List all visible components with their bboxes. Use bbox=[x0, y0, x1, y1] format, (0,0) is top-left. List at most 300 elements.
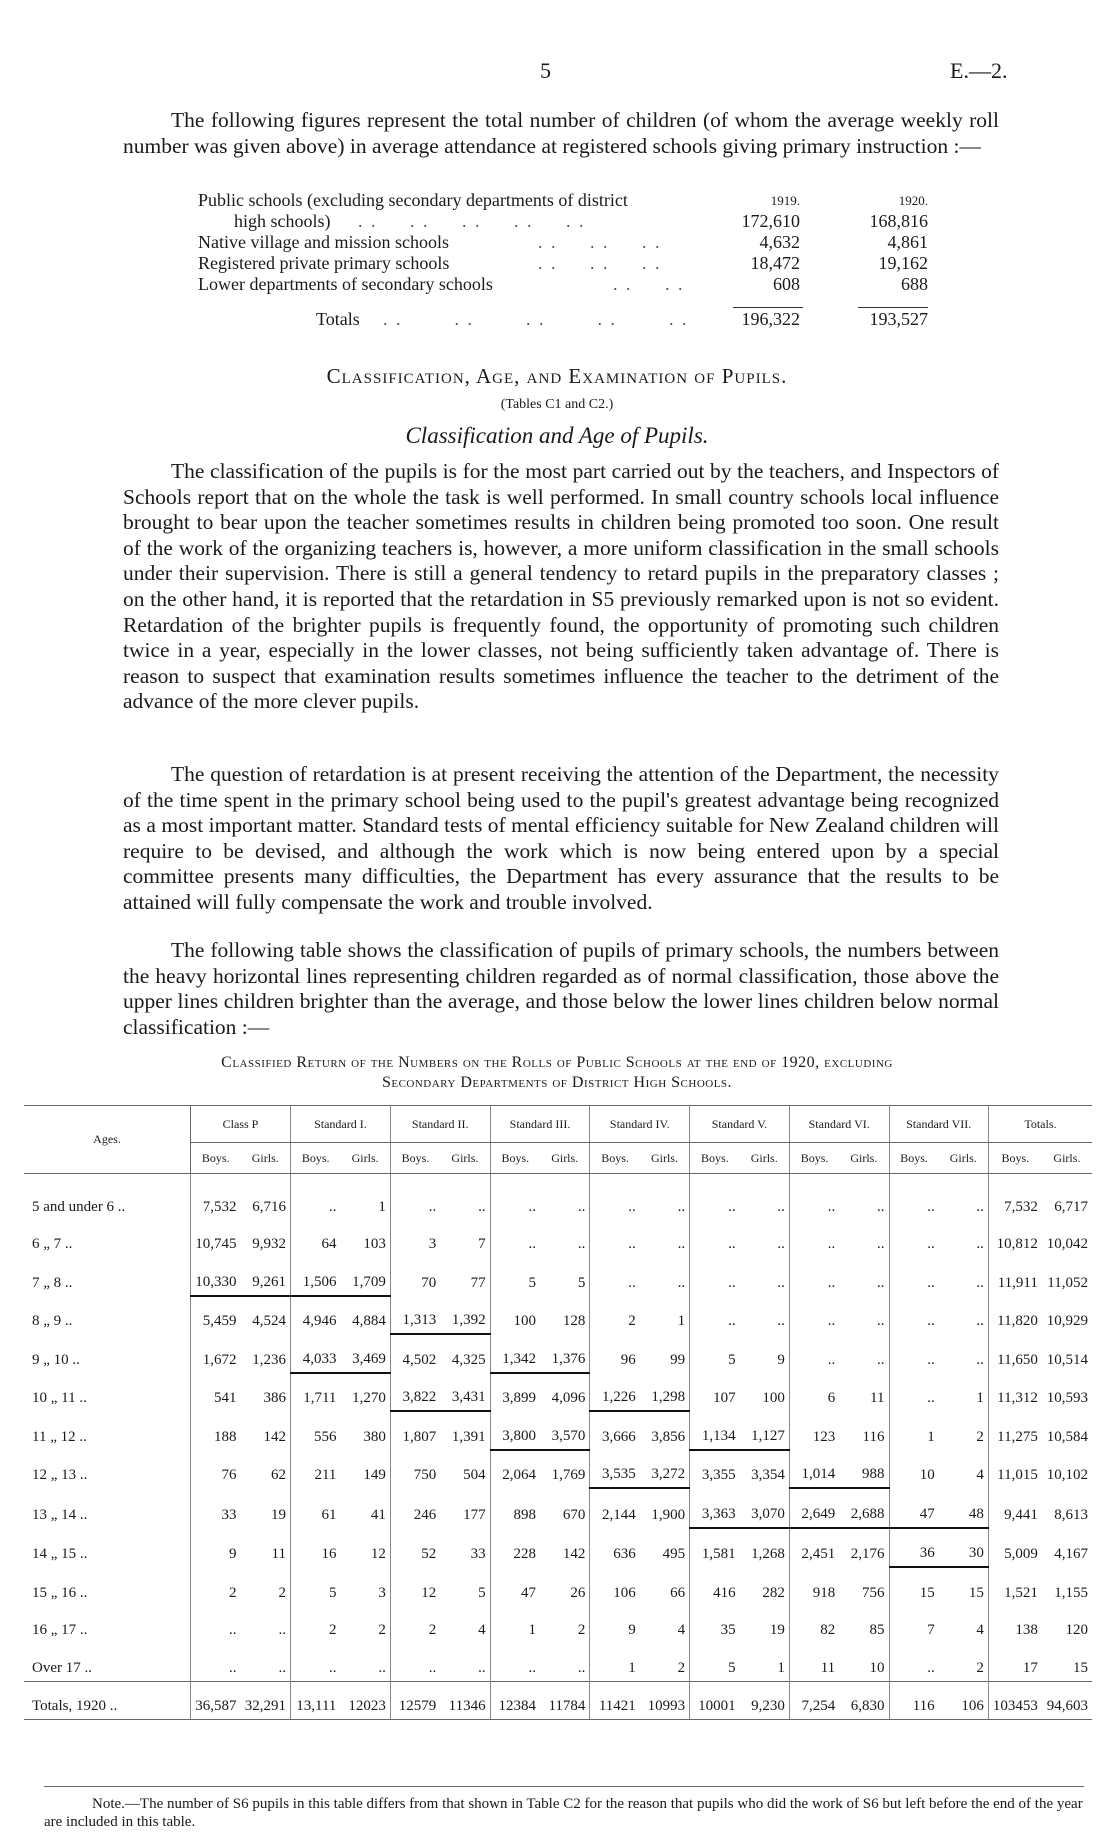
boys-cell: 138 bbox=[988, 1606, 1042, 1644]
boys-cell: 9,441 bbox=[988, 1488, 1042, 1528]
boys-cell: 5 bbox=[290, 1567, 340, 1606]
boys-cell: 1,807 bbox=[390, 1411, 440, 1450]
girls-cell: .. bbox=[877, 1274, 885, 1291]
boys-cell: 61 bbox=[290, 1488, 340, 1528]
age-cell: 10 „ 11 .. bbox=[32, 1390, 87, 1406]
boys-cell: 11,312 bbox=[988, 1373, 1042, 1412]
note-rule bbox=[44, 1786, 1084, 1787]
boys-cell: 1 bbox=[490, 1606, 540, 1644]
girls-cell: 15 bbox=[1073, 1659, 1088, 1676]
boys-cell: 9 bbox=[191, 1528, 241, 1568]
table-row bbox=[24, 1488, 1092, 1528]
boys-cell: 10,745 bbox=[191, 1220, 241, 1258]
boys-cell: 11,650 bbox=[988, 1334, 1042, 1373]
section-tables-ref: (Tables C1 and C2.) bbox=[500, 397, 614, 412]
girls-cell: 1,155 bbox=[1054, 1584, 1088, 1601]
group-header: Standard IV. bbox=[590, 1106, 690, 1143]
boys-cell: 12579 bbox=[390, 1681, 440, 1720]
ages-header: Ages. bbox=[24, 1106, 191, 1174]
girls-cell: .. bbox=[877, 1313, 885, 1329]
girls-cell: .. bbox=[976, 1198, 984, 1215]
boys-cell: 10,330 bbox=[191, 1257, 241, 1296]
girls-cell: 380 bbox=[363, 1428, 386, 1445]
boys-cell: 1,134 bbox=[690, 1411, 740, 1450]
girls-cell: 15 bbox=[968, 1584, 984, 1601]
boys-cell: .. bbox=[789, 1220, 839, 1258]
boys-cell: 5 bbox=[490, 1257, 540, 1296]
girls-cell: 495 bbox=[662, 1546, 686, 1562]
boys-cell: 246 bbox=[390, 1488, 440, 1528]
girls-cell: 2,688 bbox=[839, 1488, 889, 1528]
girls-subheader: Girls. bbox=[640, 1143, 690, 1174]
boys-cell: 47 bbox=[889, 1488, 939, 1528]
girls-cell: .. bbox=[976, 1313, 984, 1329]
boys-cell: .. bbox=[889, 1257, 939, 1296]
age-cell: 11 „ 12 .. bbox=[32, 1428, 87, 1445]
boys-cell: 7,254 bbox=[789, 1681, 839, 1720]
age-cell: 13 „ 14 .. bbox=[32, 1506, 88, 1523]
girls-cell: 386 bbox=[263, 1390, 286, 1406]
girls-cell: .. bbox=[577, 1236, 586, 1252]
girls-subheader: Girls. bbox=[440, 1143, 490, 1174]
age-cell: 15 „ 16 .. bbox=[32, 1584, 88, 1601]
girls-cell: 85 bbox=[869, 1622, 885, 1638]
girls-cell: 1,236 bbox=[252, 1351, 286, 1368]
girls-cell: 100 bbox=[762, 1390, 785, 1406]
girls-cell: 26 bbox=[570, 1584, 586, 1601]
table-row bbox=[24, 1174, 1092, 1220]
boys-cell: 7,532 bbox=[191, 1174, 241, 1220]
boys-cell: 10 bbox=[889, 1450, 939, 1489]
boys-subheader: Boys. bbox=[789, 1143, 839, 1174]
girls-cell: 11,052 bbox=[1047, 1274, 1088, 1291]
boys-cell: 52 bbox=[390, 1528, 440, 1568]
boys-cell: 3,363 bbox=[690, 1488, 740, 1528]
boys-cell: 541 bbox=[191, 1373, 241, 1412]
girls-subheader: Girls. bbox=[241, 1143, 291, 1174]
girls-cell: 4 bbox=[976, 1622, 984, 1638]
age-cell: 7 „ 8 .. bbox=[32, 1274, 73, 1291]
boys-cell: 7 bbox=[889, 1606, 939, 1644]
attendance-totals-label: Totals bbox=[316, 309, 360, 329]
boys-cell: 64 bbox=[290, 1220, 340, 1258]
table-title-line: Secondary Departments of District High Schools. bbox=[381, 1074, 733, 1091]
table-row bbox=[24, 1334, 1092, 1373]
girls-cell: 2 bbox=[278, 1584, 286, 1601]
girls-cell: 1,376 bbox=[551, 1350, 586, 1367]
boys-cell: 2 bbox=[390, 1606, 440, 1644]
boys-cell: 16 bbox=[290, 1528, 340, 1568]
boys-cell: .. bbox=[590, 1257, 640, 1296]
girls-subheader: Girls. bbox=[839, 1143, 889, 1174]
attendance-row-label: Native village and mission schools bbox=[198, 232, 449, 252]
boys-cell: 4,502 bbox=[390, 1334, 440, 1373]
boys-cell: 76 bbox=[191, 1450, 241, 1489]
boys-subheader: Boys. bbox=[290, 1143, 340, 1174]
age-cell: 5 and under 6 .. bbox=[32, 1198, 126, 1215]
group-header: Standard III. bbox=[490, 1106, 590, 1143]
girls-cell: .. bbox=[677, 1198, 686, 1215]
document-code: E.—2. bbox=[950, 58, 1008, 83]
girls-cell: 30 bbox=[939, 1528, 989, 1568]
group-header: Totals. bbox=[988, 1106, 1092, 1143]
girls-cell: 4 bbox=[976, 1467, 984, 1483]
girls-cell: 99 bbox=[670, 1351, 686, 1368]
girls-cell: .. bbox=[877, 1236, 885, 1252]
boys-cell: .. bbox=[490, 1643, 540, 1681]
girls-cell: .. bbox=[877, 1198, 885, 1215]
boys-cell: 100 bbox=[490, 1296, 540, 1335]
boys-cell: 107 bbox=[690, 1373, 740, 1412]
age-cell: 9 „ 10 .. bbox=[32, 1351, 80, 1368]
boys-cell: 556 bbox=[290, 1411, 340, 1450]
age-cell: Totals, 1920 .. bbox=[24, 1681, 191, 1720]
boys-subheader: Boys. bbox=[889, 1143, 939, 1174]
age-cell: Over 17 .. bbox=[32, 1659, 92, 1676]
girls-cell: 3,469 bbox=[340, 1334, 390, 1373]
girls-cell: .. bbox=[777, 1313, 785, 1329]
boys-cell: .. bbox=[789, 1334, 839, 1373]
girls-cell: 3,272 bbox=[640, 1450, 690, 1489]
girls-cell: 670 bbox=[562, 1506, 586, 1523]
girls-subheader: Girls. bbox=[740, 1143, 790, 1174]
boys-cell: .. bbox=[690, 1296, 740, 1335]
girls-cell: 103 bbox=[363, 1236, 386, 1252]
boys-cell: .. bbox=[690, 1174, 740, 1220]
boys-cell: .. bbox=[290, 1174, 340, 1220]
boys-cell: .. bbox=[390, 1643, 440, 1681]
table-row bbox=[24, 1450, 1092, 1489]
attendance-year-1919: 1919. bbox=[770, 193, 800, 208]
paragraph-classification: The classification of the pupils is for the most part carried out by the teachers, and Inspectors of Schools report that on the whole the task is well performed. In small country schools local influence brought to bear upon the teacher sometimes results in children being promoted too soon. One result of the work of the organizing teachers is, however, a more uniform classification in the small schools under their supervision. There is still a general tendency to retard pupils in the preparatory classes ; on the other hand, it is reported that the retardation in S5 previously remarked upon is not so evident. Retardation of the brighter pupils is frequently found, the opportunity of promoting such children twice in a year, especially in the lower classes, not being sufficiently taken advantage of. There is reason to suspect that examination results sometimes influence the teacher to the detriment of the advance of the more clever pupils. bbox=[123, 459, 999, 714]
boys-cell: 13,111 bbox=[290, 1681, 340, 1720]
girls-cell: 1 bbox=[976, 1390, 984, 1406]
boys-cell: 3 bbox=[390, 1220, 440, 1258]
girls-cell: 177 bbox=[463, 1506, 486, 1523]
girls-cell: 10,514 bbox=[1046, 1351, 1088, 1368]
girls-cell: 12023 bbox=[340, 1681, 390, 1720]
girls-subheader: Girls. bbox=[939, 1143, 989, 1174]
intro-paragraph: The following figures represent the total number of children (of whom the average weekly roll number was given above) in average attendance at registered schools giving primary instruction :— bbox=[123, 108, 999, 158]
boys-cell: 103453 bbox=[988, 1681, 1042, 1720]
girls-cell: 10,593 bbox=[1046, 1390, 1088, 1406]
girls-subheader: Girls. bbox=[540, 1143, 590, 1174]
girls-cell: 1 bbox=[378, 1198, 386, 1215]
age-cell: 14 „ 15 .. bbox=[32, 1546, 88, 1562]
boys-cell: 2 bbox=[590, 1296, 640, 1335]
boys-cell: .. bbox=[889, 1174, 939, 1220]
boys-cell: .. bbox=[789, 1296, 839, 1335]
table-note: Note.—The number of S6 pupils in this table differs from that shown in Table C2 for the reason that pupils who did the work of S6 but left before the end of the year are included in this table. bbox=[44, 1796, 1083, 1830]
boys-cell: 898 bbox=[490, 1488, 540, 1528]
boys-cell: 1,711 bbox=[290, 1373, 340, 1412]
table-row bbox=[24, 1411, 1092, 1450]
boys-cell: 1 bbox=[889, 1411, 939, 1450]
girls-cell: 4,167 bbox=[1054, 1546, 1088, 1562]
girls-cell: 5 bbox=[478, 1584, 486, 1601]
girls-cell: 9,932 bbox=[252, 1236, 286, 1252]
boys-cell: 1,581 bbox=[690, 1528, 740, 1568]
girls-cell: .. bbox=[976, 1274, 984, 1291]
boys-cell: 2,064 bbox=[490, 1450, 540, 1489]
girls-subheader: Girls. bbox=[340, 1143, 390, 1174]
girls-cell: 282 bbox=[762, 1584, 785, 1601]
boys-cell: .. bbox=[889, 1220, 939, 1258]
attendance-value-1920: 4,861 bbox=[887, 232, 928, 252]
table-title bbox=[20, 1053, 1094, 1093]
boys-cell: 11,275 bbox=[988, 1411, 1042, 1450]
boys-cell: 12384 bbox=[490, 1681, 540, 1720]
girls-cell: 142 bbox=[263, 1428, 286, 1445]
girls-cell: 4,325 bbox=[440, 1334, 490, 1373]
girls-cell: 10,584 bbox=[1046, 1428, 1088, 1445]
boys-subheader: Boys. bbox=[490, 1143, 540, 1174]
boys-cell: 1,226 bbox=[590, 1373, 640, 1412]
girls-cell: 94,603 bbox=[1042, 1681, 1092, 1720]
boys-cell: .. bbox=[889, 1296, 939, 1335]
boys-cell: 5 bbox=[690, 1334, 740, 1373]
girls-cell: 9,230 bbox=[740, 1681, 790, 1720]
boys-cell: 11 bbox=[789, 1643, 839, 1681]
girls-cell: 128 bbox=[562, 1313, 586, 1329]
boys-cell: 2 bbox=[290, 1606, 340, 1644]
boys-cell: 116 bbox=[889, 1681, 939, 1720]
girls-cell: 1,298 bbox=[651, 1389, 686, 1405]
boys-cell: 416 bbox=[690, 1567, 740, 1606]
table-row bbox=[24, 1220, 1092, 1258]
boys-cell: .. bbox=[191, 1643, 241, 1681]
boys-cell: 5,459 bbox=[191, 1296, 241, 1335]
girls-cell: 1 bbox=[777, 1659, 785, 1676]
paragraph-retardation: The question of retardation is at present receiving the attention of the Department, the necessity of the time spent in the primary school being used to the pupil's greatest advantage being recognized as a most important matter. Standard tests of mental efficiency suitable for New Zealand children will require to be devised, and although the work which is now being entered upon by a special committee presents many difficulties, the Department has every assurance that the results to be attained will fully compensate the work and trouble involved. bbox=[123, 762, 999, 914]
girls-cell: 3,354 bbox=[740, 1450, 790, 1489]
boys-cell: 1,342 bbox=[490, 1334, 540, 1373]
boys-cell: .. bbox=[490, 1174, 540, 1220]
girls-cell: 1 bbox=[677, 1313, 686, 1329]
girls-cell: 1,769 bbox=[551, 1467, 586, 1483]
boys-cell: 918 bbox=[789, 1567, 839, 1606]
girls-cell: 5 bbox=[577, 1274, 586, 1291]
table-row bbox=[24, 1643, 1092, 1681]
girls-cell: 2 bbox=[976, 1428, 984, 1445]
girls-cell: .. bbox=[278, 1622, 286, 1638]
girls-cell: 2 bbox=[976, 1659, 984, 1676]
paragraph-table-intro: The following table shows the classification of pupils of primary schools, the numbers between the heavy horizontal lines representing children regarded as of normal classification, those above the upper lines children brighter than the average, and those below the lower lines children below normal classification :— bbox=[123, 938, 999, 1039]
boys-cell: .. bbox=[590, 1174, 640, 1220]
boys-cell: 106 bbox=[590, 1567, 640, 1606]
girls-cell: 32,291 bbox=[241, 1681, 291, 1720]
girls-cell: .. bbox=[976, 1351, 984, 1368]
girls-cell: 4,524 bbox=[252, 1313, 286, 1329]
boys-cell: 36,587 bbox=[191, 1681, 241, 1720]
boys-cell: 11,820 bbox=[988, 1296, 1042, 1335]
table-row bbox=[24, 1681, 1092, 1720]
boys-cell: 1,313 bbox=[390, 1296, 440, 1335]
girls-cell: .. bbox=[777, 1274, 785, 1291]
girls-cell: 1,127 bbox=[751, 1427, 785, 1444]
age-cell: 8 „ 9 .. bbox=[32, 1313, 73, 1329]
boys-cell: .. bbox=[490, 1220, 540, 1258]
girls-cell: 4 bbox=[677, 1622, 686, 1638]
girls-cell: 9,261 bbox=[241, 1257, 291, 1296]
girls-cell: 66 bbox=[670, 1584, 686, 1601]
table-title-line: Classified Return of the Numbers on the Rolls of Public Schools at the end of 1920, excluding bbox=[221, 1054, 893, 1071]
girls-cell: 10,102 bbox=[1046, 1467, 1088, 1483]
attendance-total-1919: 196,322 bbox=[741, 309, 800, 329]
boys-cell: 188 bbox=[191, 1411, 241, 1450]
attendance-value-1919: 18,472 bbox=[750, 253, 800, 273]
boys-cell: 228 bbox=[490, 1528, 540, 1568]
boys-subheader: Boys. bbox=[590, 1143, 640, 1174]
girls-cell: 33 bbox=[470, 1546, 486, 1562]
girls-cell: 9 bbox=[777, 1351, 785, 1368]
section-subtitle: Classification and Age of Pupils. bbox=[405, 423, 709, 448]
boys-cell: 2,649 bbox=[789, 1488, 839, 1528]
section-title: Classification, Age, and Examination of Pupils. bbox=[326, 364, 788, 388]
boys-cell: 10,812 bbox=[988, 1220, 1042, 1258]
boys-cell: 70 bbox=[390, 1257, 440, 1296]
boys-cell: 11,911 bbox=[988, 1257, 1042, 1296]
girls-cell: 11784 bbox=[540, 1681, 590, 1720]
boys-cell: .. bbox=[889, 1373, 939, 1412]
boys-subheader: Boys. bbox=[988, 1143, 1042, 1174]
boys-cell: 123 bbox=[789, 1411, 839, 1450]
attendance-row-label: Lower departments of secondary schools bbox=[198, 274, 493, 294]
girls-cell: 142 bbox=[562, 1546, 586, 1562]
boys-cell: 3,800 bbox=[490, 1411, 540, 1450]
boys-cell: 11,015 bbox=[988, 1450, 1042, 1489]
girls-cell: .. bbox=[777, 1198, 785, 1215]
girls-cell: 12 bbox=[370, 1546, 386, 1562]
attendance-total-1920: 193,527 bbox=[869, 309, 928, 329]
boys-cell: 3,355 bbox=[690, 1450, 740, 1489]
girls-cell: 3,431 bbox=[440, 1373, 490, 1412]
girls-cell: 4 bbox=[478, 1622, 486, 1638]
attendance-year-1920: 1920. bbox=[898, 193, 928, 208]
girls-cell: .. bbox=[478, 1198, 486, 1215]
girls-cell: 62 bbox=[270, 1467, 286, 1483]
totals-rule bbox=[858, 307, 928, 308]
table-row bbox=[24, 1373, 1092, 1412]
boys-cell: 1,014 bbox=[789, 1450, 839, 1489]
girls-cell: 116 bbox=[862, 1428, 885, 1445]
girls-cell: 4,096 bbox=[540, 1373, 590, 1412]
table-row bbox=[24, 1257, 1092, 1296]
attendance-table: Public schools (excluding secondary departments of district 1919. 1920. high schools) . . . . . . . . . . 172,610 168,816 Native village and mission schools . . . . . . 4,632 4,861 Registered private primary schools . . . . . . 18,472 19,162 Lower departments of secondary schools . . . . 608 688 Totals . . . . . . . . . . 196,322 193,527 bbox=[198, 190, 928, 329]
girls-cell: .. bbox=[278, 1659, 286, 1676]
boys-subheader: Boys. bbox=[690, 1143, 740, 1174]
boys-cell: 636 bbox=[590, 1528, 640, 1568]
boys-cell: 3,535 bbox=[590, 1450, 640, 1489]
boys-cell: 82 bbox=[789, 1606, 839, 1644]
girls-cell: 19 bbox=[270, 1506, 286, 1523]
boys-cell: .. bbox=[889, 1334, 939, 1373]
boys-cell: .. bbox=[789, 1174, 839, 1220]
attendance-row-label: Public schools (excluding secondary departments of district bbox=[198, 190, 628, 210]
boys-cell: .. bbox=[690, 1257, 740, 1296]
attendance-value-1920: 688 bbox=[901, 274, 928, 294]
attendance-value-1919: 608 bbox=[773, 274, 800, 294]
boys-cell: 1,672 bbox=[191, 1334, 241, 1373]
table-row bbox=[24, 1296, 1092, 1335]
boys-cell: 17 bbox=[988, 1643, 1042, 1681]
group-header: Class P bbox=[191, 1106, 291, 1143]
girls-cell: 6,716 bbox=[252, 1198, 286, 1215]
boys-cell: 47 bbox=[490, 1567, 540, 1606]
boys-cell: 3,899 bbox=[490, 1373, 540, 1412]
table-row bbox=[24, 1606, 1092, 1644]
girls-cell: 1,270 bbox=[352, 1390, 386, 1406]
girls-cell: 988 bbox=[862, 1466, 885, 1482]
boys-cell: 750 bbox=[390, 1450, 440, 1489]
boys-cell: 1 bbox=[590, 1643, 640, 1681]
group-header: Standard VI. bbox=[789, 1106, 889, 1143]
girls-cell: .. bbox=[378, 1659, 386, 1676]
boys-cell: 12 bbox=[390, 1567, 440, 1606]
group-header: Standard II. bbox=[390, 1106, 490, 1143]
boys-cell: 11421 bbox=[590, 1681, 640, 1720]
girls-cell: 149 bbox=[363, 1467, 386, 1483]
boys-cell: 36 bbox=[889, 1528, 939, 1568]
boys-cell: .. bbox=[191, 1606, 241, 1644]
boys-cell: 5 bbox=[690, 1643, 740, 1681]
boys-cell: 2 bbox=[191, 1567, 241, 1606]
girls-cell: .. bbox=[577, 1659, 586, 1676]
boys-cell: .. bbox=[789, 1257, 839, 1296]
girls-cell: 11 bbox=[870, 1390, 885, 1406]
boys-subheader: Boys. bbox=[390, 1143, 440, 1174]
attendance-row-label: Registered private primary schools bbox=[198, 253, 450, 273]
girls-subheader: Girls. bbox=[1042, 1143, 1092, 1174]
boys-cell: .. bbox=[390, 1174, 440, 1220]
boys-cell: 10001 bbox=[690, 1681, 740, 1720]
girls-cell: 19 bbox=[769, 1622, 785, 1638]
boys-cell: 96 bbox=[590, 1334, 640, 1373]
table-row bbox=[24, 1567, 1092, 1606]
girls-cell: 3,570 bbox=[540, 1411, 590, 1450]
girls-cell: 10,929 bbox=[1046, 1313, 1088, 1329]
boys-cell: 2,451 bbox=[789, 1528, 839, 1568]
boys-cell: .. bbox=[889, 1643, 939, 1681]
attendance-value-1919: 4,632 bbox=[759, 232, 800, 252]
girls-cell: 41 bbox=[370, 1506, 386, 1523]
group-header: Standard V. bbox=[690, 1106, 790, 1143]
girls-cell: 10 bbox=[869, 1659, 885, 1676]
boys-cell: 1,521 bbox=[988, 1567, 1042, 1606]
age-cell: 12 „ 13 .. bbox=[32, 1467, 88, 1483]
boys-cell: 211 bbox=[290, 1450, 340, 1489]
classification-table bbox=[24, 1105, 1092, 1720]
age-cell: 6 „ 7 .. bbox=[32, 1236, 73, 1252]
boys-cell: 1,506 bbox=[290, 1257, 340, 1296]
attendance-value-1919: 172,610 bbox=[741, 211, 800, 231]
boys-cell: .. bbox=[290, 1643, 340, 1681]
girls-cell: 756 bbox=[862, 1584, 885, 1601]
girls-cell: 4,884 bbox=[340, 1296, 390, 1335]
girls-cell: 2 bbox=[378, 1622, 386, 1638]
girls-cell: 6,830 bbox=[839, 1681, 889, 1720]
boys-cell: 9 bbox=[590, 1606, 640, 1644]
girls-cell: 1,392 bbox=[451, 1312, 486, 1328]
group-header: Standard VII. bbox=[889, 1106, 988, 1143]
boys-cell: 3,822 bbox=[390, 1373, 440, 1412]
girls-cell: 504 bbox=[463, 1467, 486, 1483]
girls-cell: 10993 bbox=[640, 1681, 690, 1720]
girls-cell: 48 bbox=[968, 1505, 984, 1522]
boys-cell: 3,666 bbox=[590, 1411, 640, 1450]
girls-cell: .. bbox=[677, 1236, 686, 1252]
attendance-value-1920: 168,816 bbox=[869, 211, 928, 231]
